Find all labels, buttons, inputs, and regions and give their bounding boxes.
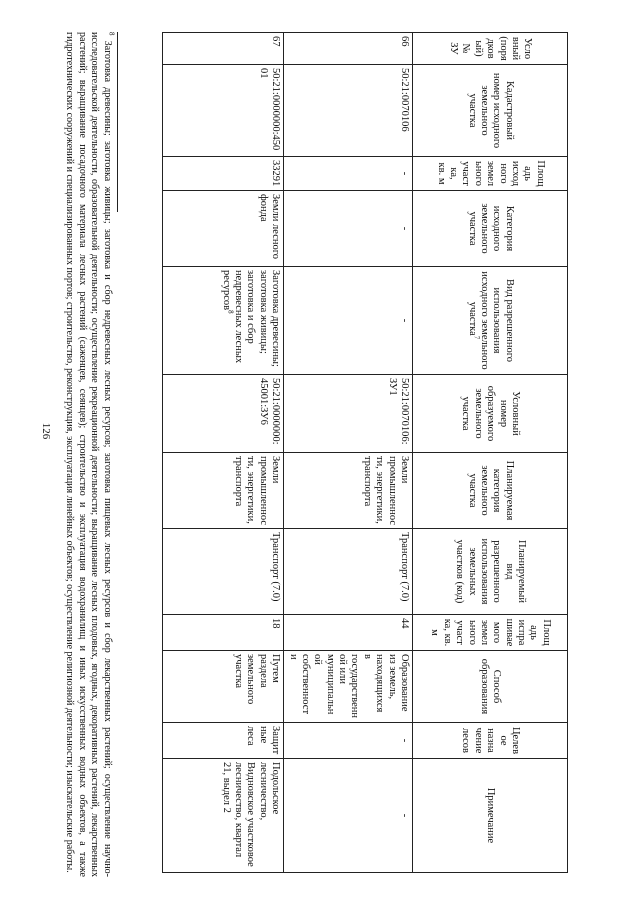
header-cond-number: Условный номер образуемого земельного участка — [413, 375, 568, 453]
header-usage-planned: Планируемый вид разрешенного использования земельных участков (код) — [413, 529, 568, 615]
page-number: 126 — [40, 422, 52, 440]
cell-usage-source-text: Заготовка древесины; заготовка живицы; заготовка и сбор недревесных лесных ресурсов — [220, 270, 282, 367]
footnote-divider — [117, 32, 118, 212]
cell-area-source: 33291 — [163, 157, 284, 191]
cell-purpose: - — [284, 723, 413, 759]
cell-usage-planned: Транспорт (7.0) — [284, 529, 413, 615]
cell-category-source: - — [284, 191, 413, 267]
header-note: Примечание — [413, 759, 568, 873]
cell-note: Подольское лесничество, Видновское участковое лесничество, квартал 21, выдел 2 — [163, 759, 284, 873]
header-method: Способ образования — [413, 651, 568, 723]
header-area-source: Площадь исходного земельного участка, кв. м — [413, 157, 568, 191]
cell-num: 66 — [284, 33, 413, 65]
land-plots-table — [162, 32, 568, 873]
footnote-mark: 8 — [107, 32, 116, 36]
cell-note: - — [284, 759, 413, 873]
header-num: Условный (порядковый) № ЗУ — [413, 33, 568, 65]
header-purpose: Целевое назначение лесов — [413, 723, 568, 759]
cell-category-source: Земли лесного фонда — [163, 191, 284, 267]
cell-area-used: 18 — [163, 615, 284, 651]
cell-area-used: 44 — [284, 615, 413, 651]
header-cadastral: Кадастровый номер исходного земельного участка — [413, 65, 568, 157]
cell-usage-source-sup: 8 — [226, 310, 235, 314]
table-header-row — [413, 33, 568, 873]
cell-num: 67 — [163, 33, 284, 65]
footnote — [63, 32, 116, 878]
table-row — [163, 33, 284, 873]
header-usage-source — [413, 267, 568, 375]
header-category-planned: Планируемая категория земельного участка — [413, 453, 568, 529]
cell-method: Образование из земель, находящихся в государственной или муниципальной собственности — [284, 651, 413, 723]
cell-method: Путем раздела земельного участка — [163, 651, 284, 723]
header-usage-source-text: Вид разрешенного использования исходного земельного участка — [466, 271, 515, 370]
header-category-source: Категория исходного земельного участка — [413, 191, 568, 267]
cell-usage-planned: Транспорт (7.0) — [163, 529, 284, 615]
cell-cadastral: 50:21:0070106 — [284, 65, 413, 157]
table-row — [284, 33, 413, 873]
cell-area-source: - — [284, 157, 413, 191]
cell-category-planned: Земли промышленности, энергетики, транспорта — [163, 453, 284, 529]
cell-usage-source — [163, 267, 284, 375]
cell-cadastral: 50:21:0000000:45001 — [163, 65, 284, 157]
header-usage-source-sup: 7 — [472, 335, 481, 340]
cell-purpose: Защитные леса — [163, 723, 284, 759]
cell-usage-source — [284, 267, 413, 375]
cell-cond-number: 50:21:0000000:45001:ЗУ6 — [163, 375, 284, 453]
footnote-text: Заготовка древесины; заготовка живицы; заготовка и сбор недревесных лесных ресурсов; заготовка пищевых лесных ресурсов и сбор лекарственных растений; осуществление научно-исследовательской деятельности, образовательной деятельности; осуществление рекреационной деятельности; выращивание лесных плодовых, ягодных, декоративных растений, лекарственных растений; выращивание посадочного материала лесных растений (саженцев, сеянцев); строительство и эксплуатация водохранилищ и иных искусственных водных объектов, а также гидротехнических сооружений и специализированных портов; строительство, реконструкция, эксплуатация линейных объектов; осуществление религиозной деятельности; изыскательские работы. — [64, 32, 113, 878]
cell-cond-number: 50:21:0070106:ЗУ1 — [284, 375, 413, 453]
cell-usage-source-text: - — [399, 318, 410, 323]
cell-category-planned: Земли промышленности, энергетики, транспорта — [284, 453, 413, 529]
header-area-used: Площадь испрашиваемого земельного участка, кв. м — [413, 615, 568, 651]
